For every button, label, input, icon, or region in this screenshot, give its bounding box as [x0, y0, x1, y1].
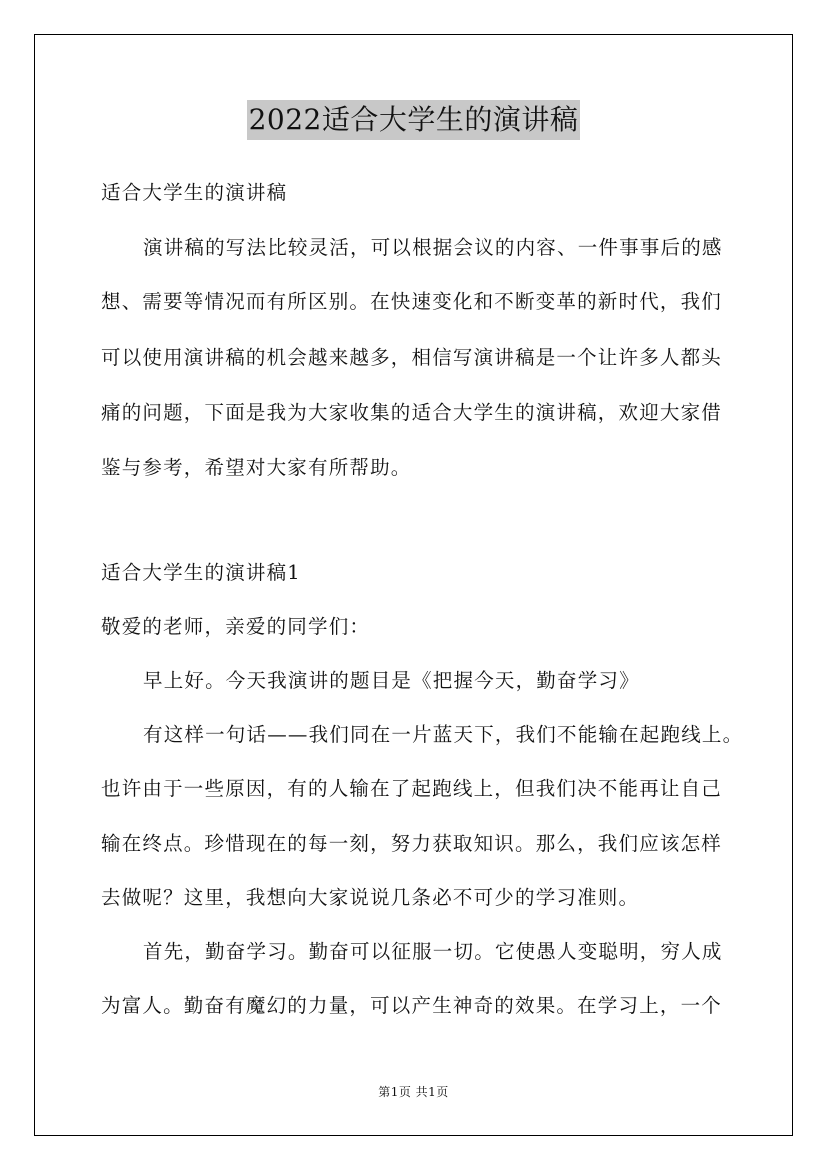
salutation: 敬爱的老师，亲爱的同学们： [101, 615, 371, 638]
paragraph-line: 想、需要等情况而有所区别。在快速变化和不断变革的新时代，我们 [101, 290, 723, 313]
paragraph-line: 演讲稿的写法比较灵活，可以根据会议的内容、一件事事后的感 [143, 236, 723, 259]
paragraph-line: 可以使用演讲稿的机会越来越多，相信写演讲稿是一个让许多人都头 [101, 346, 723, 369]
section-heading: 适合大学生的演讲稿1 [101, 561, 301, 584]
paragraph-line: 痛的问题，下面是我为大家收集的适合大学生的演讲稿，欢迎大家借 [101, 401, 723, 424]
section-heading: 适合大学生的演讲稿 [101, 181, 288, 204]
paragraph-line: 有这样一句话——我们同在一片蓝天下，我们不能输在起跑线上。 [143, 723, 744, 746]
paragraph-line: 也许由于一些原因，有的人输在了起跑线上，但我们决不能再让自己 [101, 777, 723, 800]
title-container [0, 100, 827, 140]
paragraph-line: 首先，勤奋学习。勤奋可以征服一切。它使愚人变聪明，穷人成 [143, 940, 723, 963]
document-title: 2022适合大学生的演讲稿 [247, 100, 581, 140]
paragraph-line: 鉴与参考，希望对大家有所帮助。 [101, 456, 412, 479]
paragraph-line: 去做呢？这里，我想向大家说说几条必不可少的学习准则。 [101, 886, 640, 909]
paragraph-line: 早上好。今天我演讲的题目是《把握今天，勤奋学习》 [143, 669, 640, 692]
paragraph-line: 输在终点。珍惜现在的每一刻，努力获取知识。那么，我们应该怎样 [101, 832, 723, 855]
paragraph-line: 为富人。勤奋有魔幻的力量，可以产生神奇的效果。在学习上，一个 [101, 994, 723, 1017]
page-number: 第1页 共1页 [378, 1085, 449, 1099]
